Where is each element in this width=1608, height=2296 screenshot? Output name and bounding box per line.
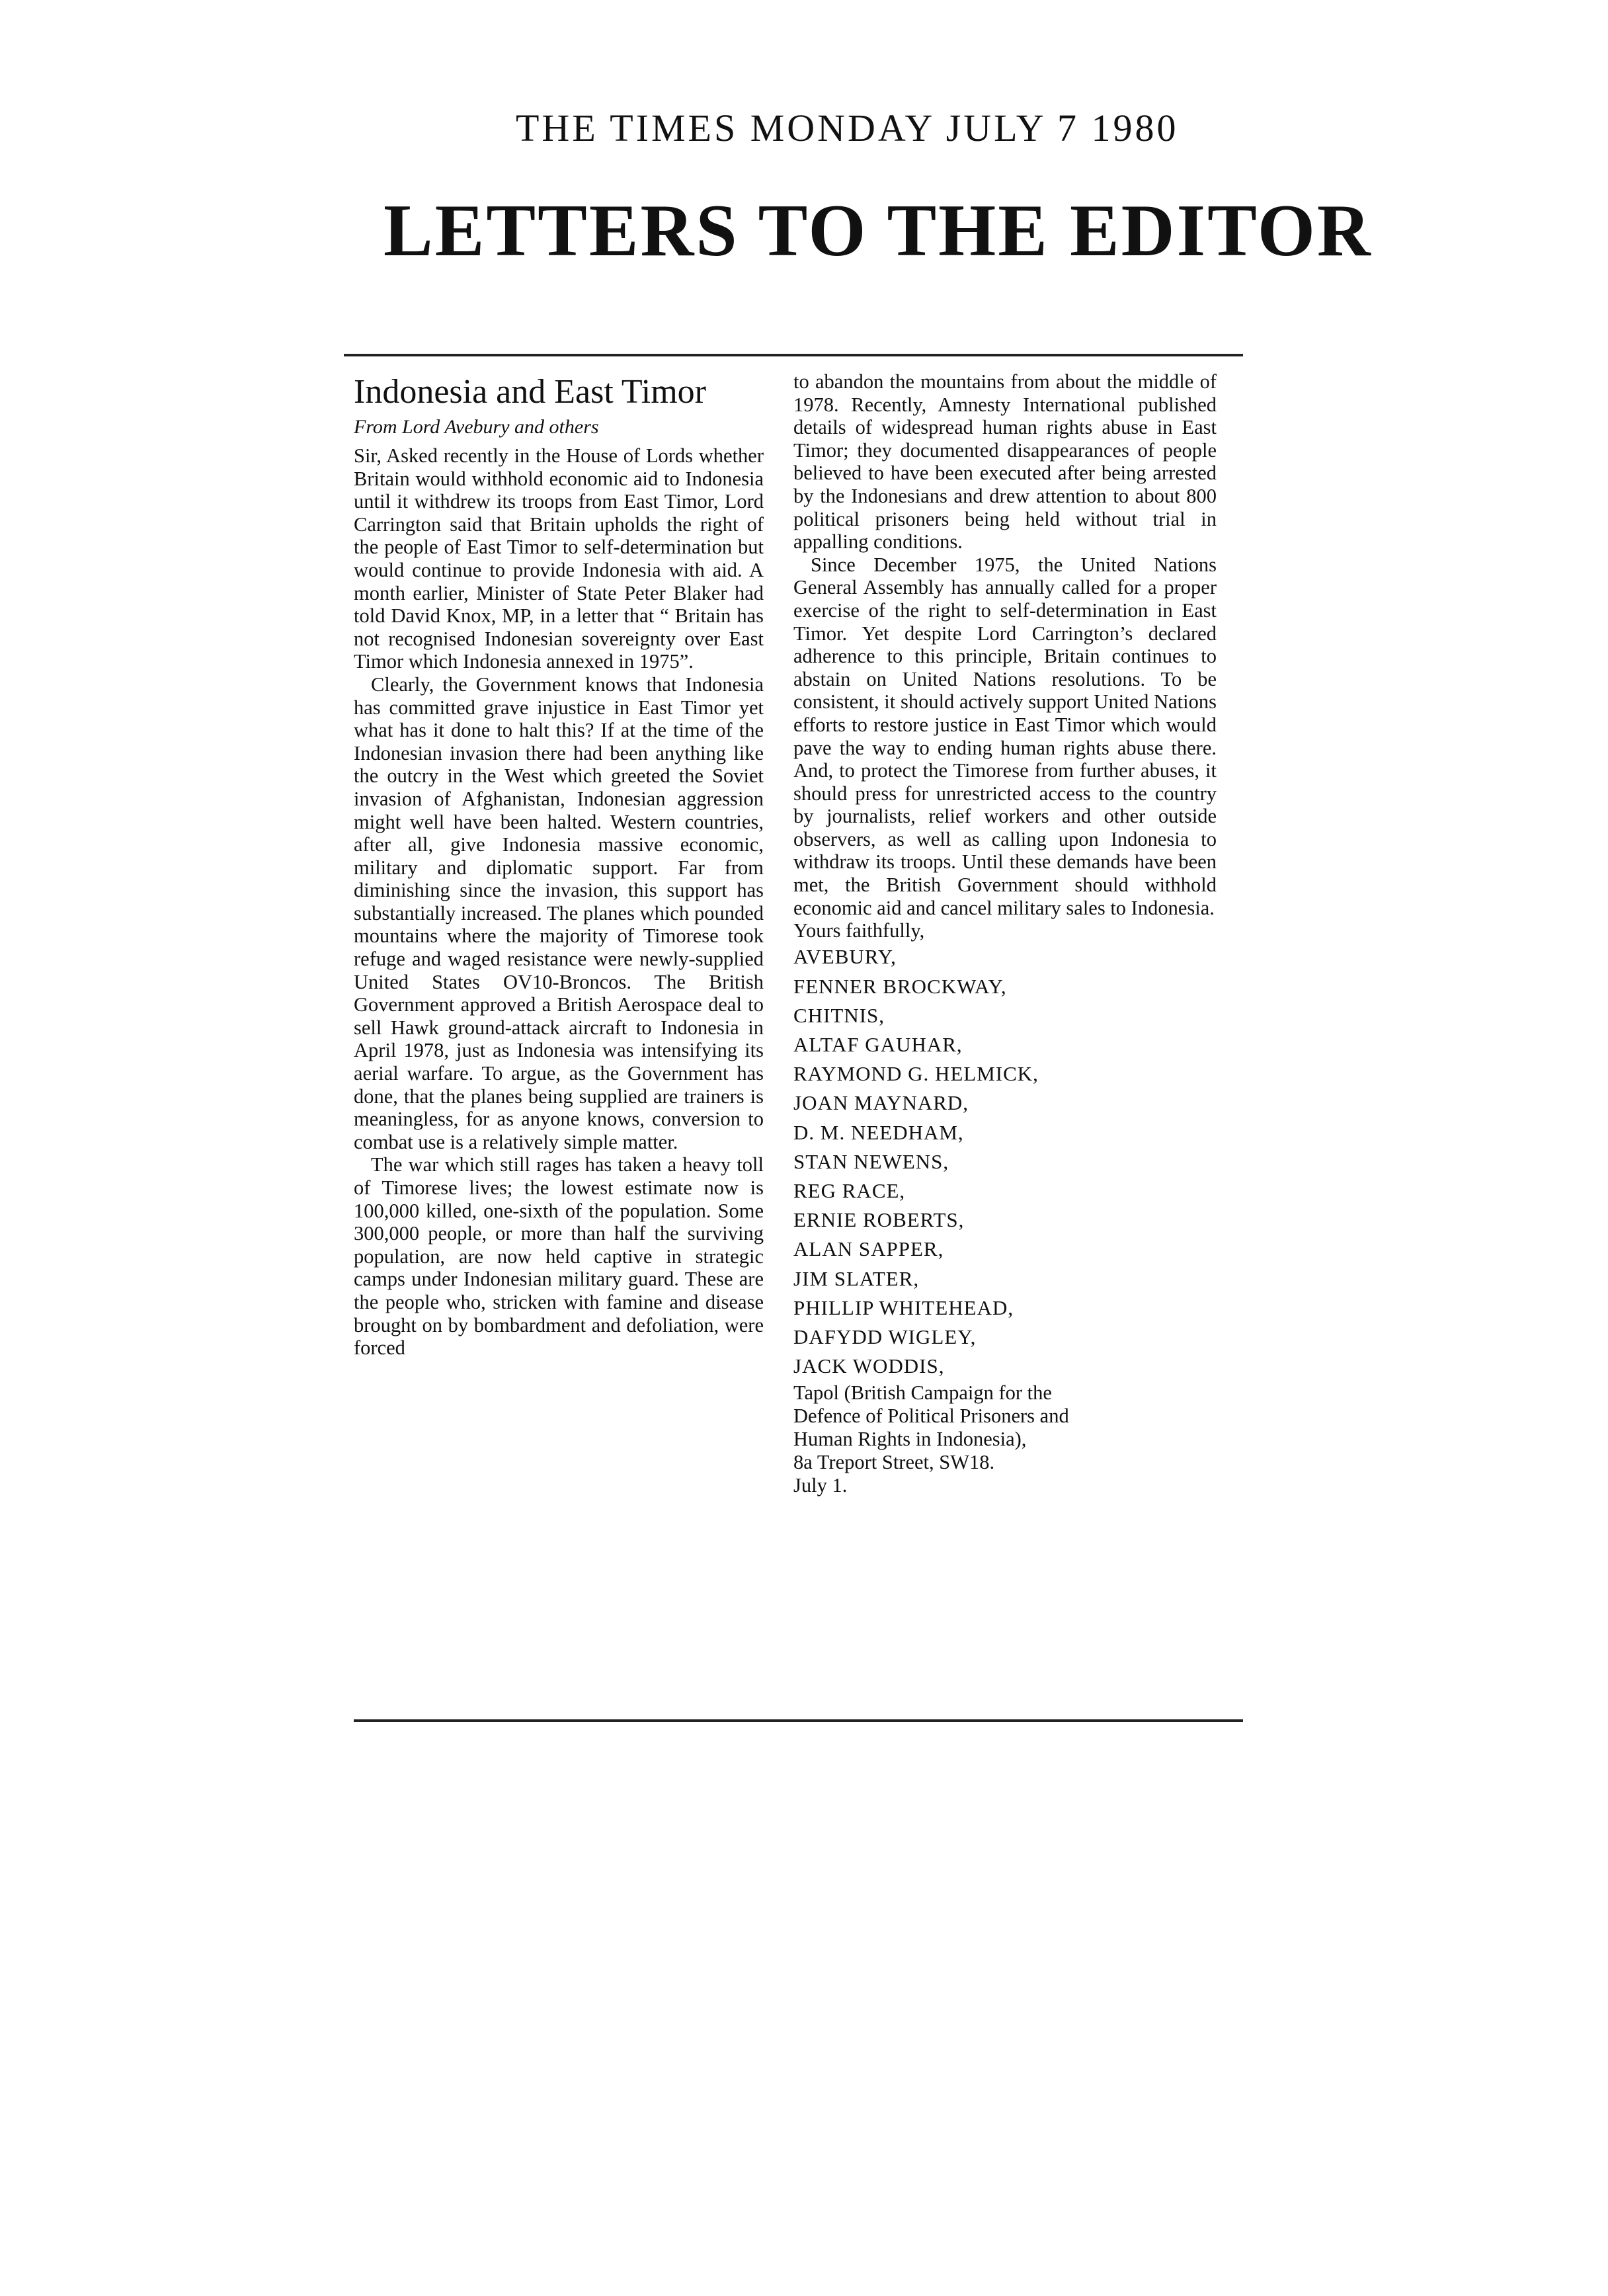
signatory-name: CHITNIS, xyxy=(793,1003,885,1027)
letter-paragraph: The war which still rages has taken a heavy toll of Timorese lives; the lowest estimate now is 100,000 killed, one-sixth of the population. Some 300,000 people, or more than half the surviving population, are now held captive in strategic camps under Indonesian military guard. These are the people who, stricken with famine and disease brought on by bombardment and defoliation, were forced xyxy=(354,1153,764,1360)
signatory-name: STAN NEWENS, xyxy=(793,1149,949,1173)
signatory-name: AVEBURY, xyxy=(793,945,897,969)
bottom-divider xyxy=(354,1719,1243,1722)
signatory-name: REG RACE, xyxy=(793,1179,906,1203)
signatory-name: ALTAF GAUHAR, xyxy=(793,1033,963,1057)
letter-column-left xyxy=(354,370,764,1360)
signatory-name: JOAN MAYNARD, xyxy=(793,1091,969,1115)
top-divider xyxy=(344,354,1243,356)
address-line: Defence of Political Prisoners and xyxy=(793,1404,1069,1427)
letter-date: July 1. xyxy=(793,1473,848,1496)
newspaper-masthead: THE TIMES MONDAY JULY 7 1980 xyxy=(516,106,1179,149)
signatory-address xyxy=(793,1381,1217,1497)
article-byline: From Lord Avebury and others xyxy=(354,416,599,438)
address-line: Human Rights in Indonesia), xyxy=(793,1427,1027,1450)
letter-column-right xyxy=(793,370,1217,1497)
closing-text: Yours faithfully, xyxy=(793,919,925,942)
signatory-name: DAFYDD WIGLEY, xyxy=(793,1325,977,1349)
letter-paragraph: Clearly, the Government knows that Indonesia has committed grave injustice in East Timor yet what has it done to halt this? If at the time of the Indonesian invasion there had been anything like the outcry in the West which greeted the Soviet invasion of Afghanistan, Indonesian aggression might well have been halted. Western countries, after all, give Indonesia massive economic, military and diplomatic support. Far from diminishing since the invasion, this support has substantially increased. The planes which pounded mountains where the majority of Timorese took refuge and waged resistance were newly-supplied United States OV10-Broncos. The British Government approved a British Aerospace deal to sell Hawk ground-attack aircraft to Indonesia in April 1978, just as Indonesia was intensifying its aerial warfare. To argue, as the Government has done, that the planes being supplied are trainers is meaningless, for as anyone knows, conversion to combat use is a relatively simple matter. xyxy=(354,673,764,1153)
signatory-name: PHILLIP WHITEHEAD, xyxy=(793,1295,1014,1319)
signatory-name: RAYMOND G. HELMICK, xyxy=(793,1062,1039,1086)
letter-paragraph: to abandon the mountains from about the middle of 1978. Recently, Amnesty International published details of widespread human rights abuse in East Timor; they documented disappearances of people believed to have been executed after being arrested by the Indonesians and drew attention to about 800 political prisoners being held without trial in appalling conditions. xyxy=(793,370,1217,554)
letter-paragraph: Since December 1975, the United Nations General Assembly has annually called for a proper exercise of the right to self-determination in East Timor. Yet despite Lord Carrington’s declared adherence to this principle, Britain continues to abstain on United Nations resolutions. To be consistent, it should actively support United Nations efforts to restore justice in East Timor which would pave the way to ending human rights abuse there. And, to protect the Timorese from further abuses, it should press for unrestricted access to the country by journalists, relief workers and other outside observers, as well as calling upon Indonesia to withdraw its troops. Until these demands have been met, the British Government should withhold economic aid and cancel military sales to Indonesia. xyxy=(793,553,1217,919)
article-title: Indonesia and East Timor xyxy=(354,373,706,411)
letter-closing xyxy=(793,919,1217,942)
signatory-list xyxy=(793,942,1217,1381)
section-headline: LETTERS TO THE EDITOR xyxy=(383,190,1373,272)
signatory-name: JACK WODDIS, xyxy=(793,1354,945,1378)
signatory-name: FENNER BROCKWAY, xyxy=(793,974,1007,998)
address-line: 8a Treport Street, SW18. xyxy=(793,1450,995,1473)
letter-paragraph: Sir, Asked recently in the House of Lords whether Britain would withhold economic aid to Indonesia until it withdrew its troops from East Timor, Lord Carrington said that Britain upholds the right of the people of East Timor to self-determination but would continue to provide Indonesia with aid. A month earlier, Minister of State Peter Blaker had told David Knox, MP, in a letter that “ Britain has not recognised Indonesian sovereignty over East Timor which Indonesia annexed in 1975”. xyxy=(354,444,764,673)
signatory-name: JIM SLATER, xyxy=(793,1266,920,1290)
signatory-name: ERNIE ROBERTS, xyxy=(793,1208,965,1232)
address-line: Tapol (British Campaign for the xyxy=(793,1381,1052,1404)
signatory-name: D. M. NEEDHAM, xyxy=(793,1120,964,1144)
signatory-name: ALAN SAPPER, xyxy=(793,1237,944,1261)
